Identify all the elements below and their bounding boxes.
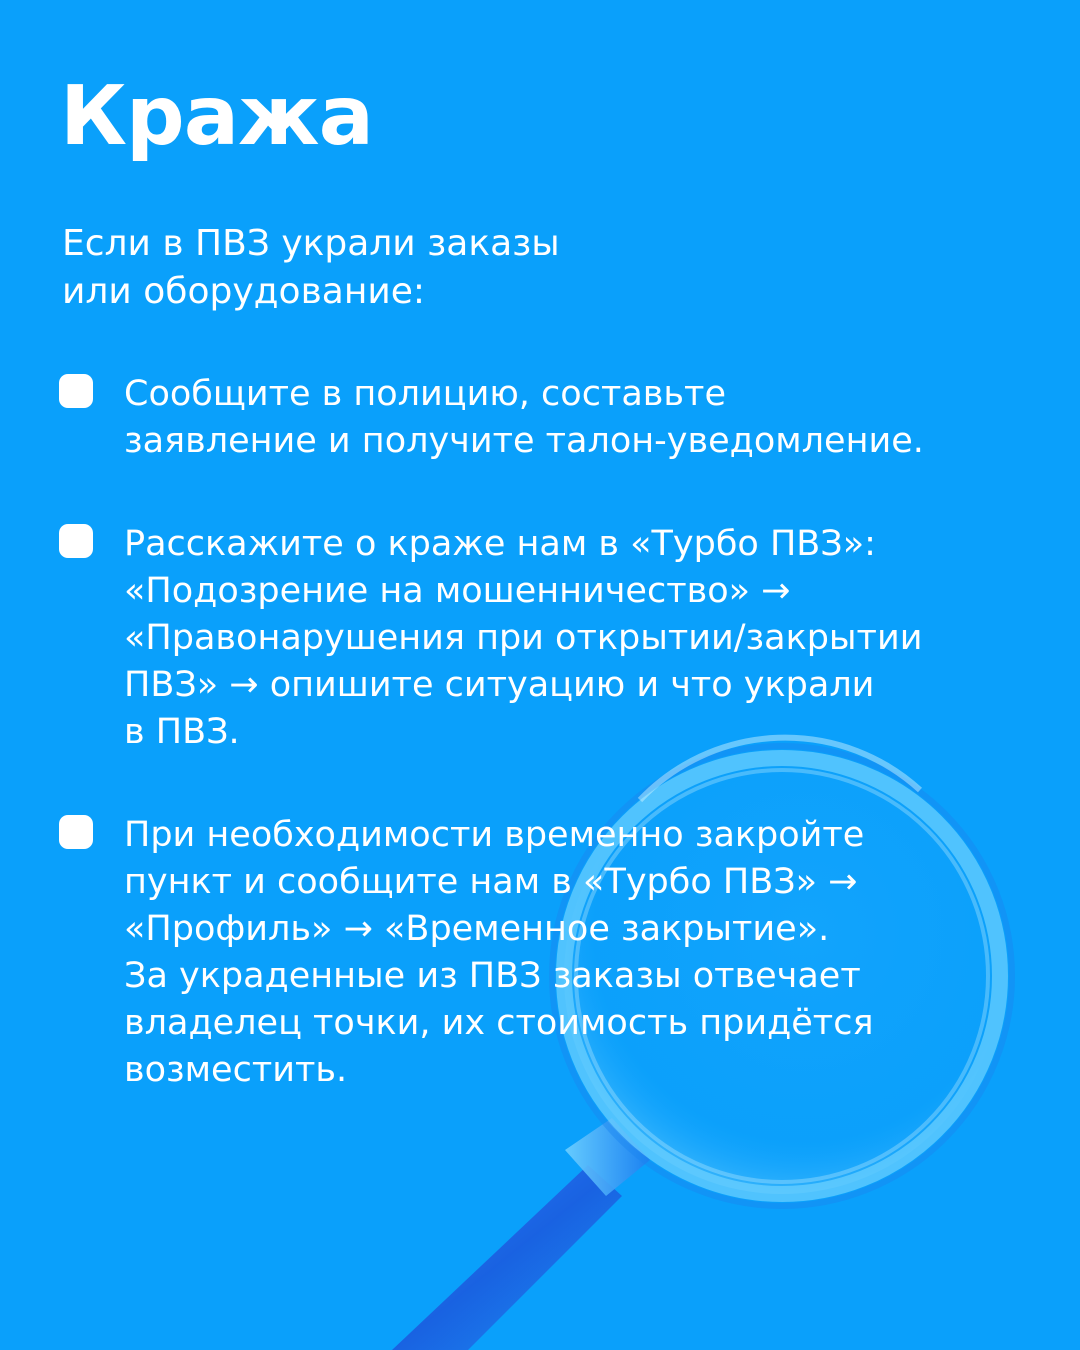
checkbox-icon <box>59 815 93 849</box>
checkbox-icon <box>59 374 93 408</box>
checkbox-icon <box>59 524 93 558</box>
page-title: Кража <box>60 69 373 164</box>
intro-text: Если в ПВЗ украли заказы или оборудование: <box>62 223 560 312</box>
list-item-text: Расскажите о краже нам в «Турбо ПВЗ»: «Подозрение на мошенничество» → «Правонарушения при открытии/закрытии ПВЗ» → опишите ситуацию и что украли в ПВЗ. <box>124 524 923 752</box>
list-item-text: Сообщите в полицию, составьте заявление и получите талон-уведомление. <box>124 374 924 461</box>
list-item-text: При необходимости временно закройте пункт и сообщите нам в «Турбо ПВЗ» → «Профиль» → «Временное закрытие». За украденные из ПВЗ заказы отвечает владелец точки, их стоимость придётся возместить. <box>124 815 874 1090</box>
